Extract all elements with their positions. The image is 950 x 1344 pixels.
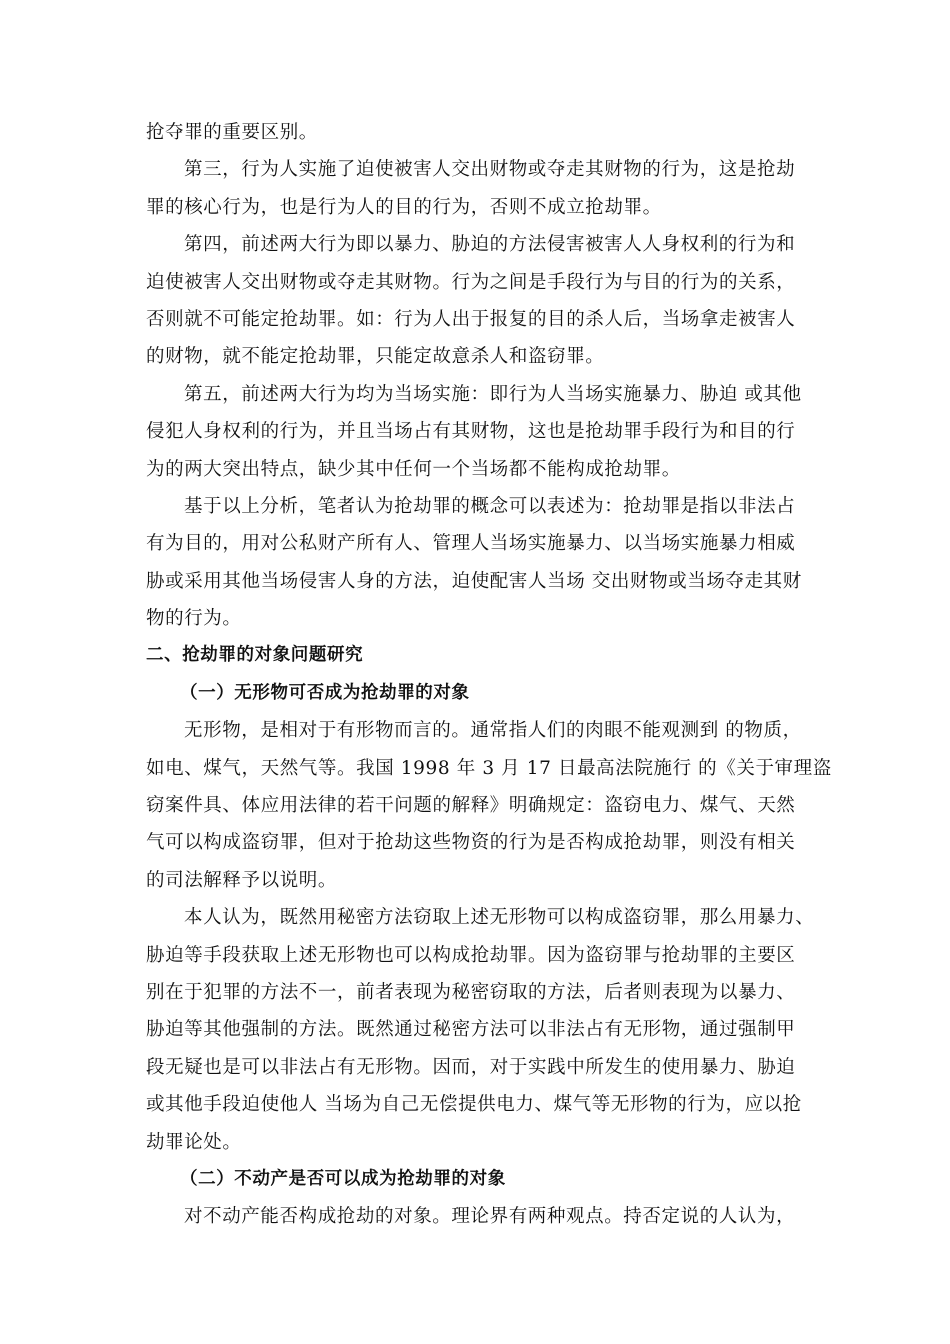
subsection-heading: （二）不动产是否可以成为抢劫罪的对象 — [180, 1168, 506, 1189]
text-line: 劫罪论处。 — [146, 1131, 242, 1153]
text-line: 物的行为。 — [146, 608, 242, 630]
text-line: 为的两大突出特点，缺少其中任何一个当场都不能构成抢劫罪。 — [146, 458, 681, 480]
body-text — [146, 114, 832, 1236]
text-line: 迫使被害人交出财物或夺走其财物。行为之间是手段行为与目的行为的关系， — [146, 271, 796, 293]
text-line: 的司法解释予以说明。 — [146, 869, 338, 891]
text-line: 第五，前述两大行为均为当场实施：即行为人当场实施暴力、胁迫 或其他 — [184, 383, 802, 405]
text-line: 如电、煤气，天然气等。我国 1998 年 3 月 17 日最高法院施行 的《关于审理盗 — [146, 757, 832, 779]
text-line: 别在于犯罪的方法不一，前者表现为秘密窃取的方法，后者则表现为以暴力、 — [146, 981, 796, 1003]
section-heading: 二、抢劫罪的对象问题研究 — [146, 645, 364, 666]
subsection-heading: （一）无形物可否成为抢劫罪的对象 — [180, 682, 470, 703]
text-line: 或其他手段迫使他人 当场为自己无偿提供电力、煤气等无形物的行为，应以抢 — [146, 1094, 802, 1116]
text-line: 胁迫等手段获取上述无形物也可以构成抢劫罪。因为盗窃罪与抢劫罪的主要区 — [146, 944, 796, 966]
text-line: 胁迫等其他强制的方法。既然通过秘密方法可以非法占有无形物，通过强制甲 — [146, 1019, 796, 1041]
text-line: 否则就不可能定抢劫罪。如：行为人出于报复的目的杀人后，当场拿走被害人 — [146, 308, 796, 330]
text-line: 基于以上分析，笔者认为抢劫罪的概念可以表述为：抢劫罪是指以非法占 — [184, 495, 796, 517]
text-line: 侵犯人身权利的行为，并且当场占有其财物，这也是抢劫罪手段行为和目的行 — [146, 421, 796, 443]
text-line: 无形物，是相对于有形物而言的。通常指人们的肉眼不能观测到 的物质， — [184, 720, 802, 742]
text-line: 窃案件具、体应用法律的若干问题的解释》明确规定：盗窃电力、煤气、天然 — [146, 795, 796, 817]
text-line: 段无疑也是可以非法占有无形物。因而，对于实践中所发生的使用暴力、胁迫 — [146, 1056, 796, 1078]
text-line: 第三，行为人实施了迫使被害人交出财物或夺走其财物的行为，这是抢劫 — [184, 159, 796, 181]
text-line: 第四，前述两大行为即以暴力、胁迫的方法侵害被害人人身权利的行为和 — [184, 234, 796, 256]
text-line: 的财物，就不能定抢劫罪，只能定故意杀人和盗窃罪。 — [146, 346, 605, 368]
text-line: 抢夺罪的重要区别。 — [146, 122, 318, 143]
text-line: 对不动产能否构成抢劫的对象。理论界有两种观点。持否定说的人认为， — [184, 1206, 796, 1228]
text-line: 本人认为，既然用秘密方法窃取上述无形物可以构成盗窃罪，那么用暴力、 — [184, 907, 815, 929]
text-line: 气可以构成盗窃罪，但对于抢劫这些物资的行为是否构成抢劫罪，则没有相关 — [146, 832, 796, 854]
text-line: 胁或采用其他当场侵害人身的方法，迫使配害人当场 交出财物或当场夺走其财 — [146, 570, 802, 592]
text-line: 罪的核心行为，也是行为人的目的行为，否则不成立抢劫罪。 — [146, 196, 662, 218]
text-line: 有为目的，用对公私财产所有人、管理人当场实施暴力、以当场实施暴力相威 — [146, 533, 796, 555]
